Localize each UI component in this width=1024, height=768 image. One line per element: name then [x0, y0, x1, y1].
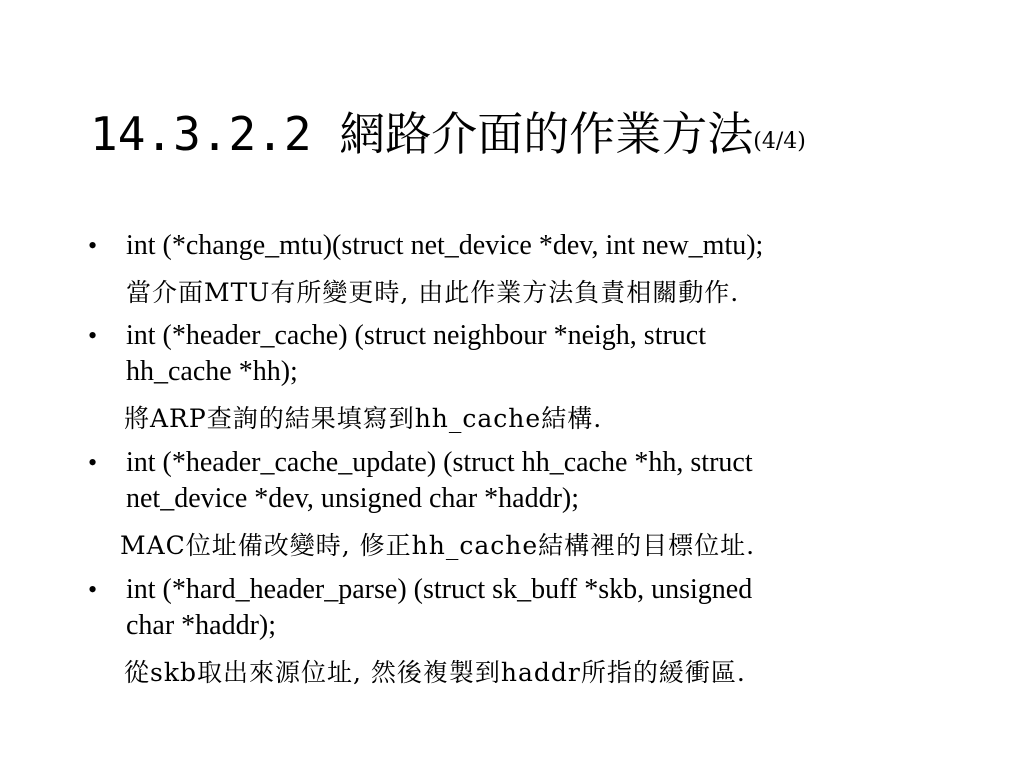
item-2-description: 將ARP查詢的結果填寫到hh_cache結構. — [124, 404, 603, 433]
item-2-code-line-1: int (*header_cache) (struct neighbour *neigh, struct — [126, 320, 707, 351]
title-main: 14.3.2.2 網路介面的作業方法 — [90, 107, 754, 161]
item-3-description: MAC位址備改變時, 修正hh_cache結構裡的目標位址. — [120, 531, 756, 560]
item-4-description: 從skb取出來源位址, 然後複製到haddr所指的緩衝區. — [124, 658, 746, 687]
bullet-marker: • — [88, 231, 98, 260]
item-3-code-line-2: net_device *dev, unsigned char *haddr); — [126, 483, 580, 514]
item-2-code-line-2: hh_cache *hh); — [126, 356, 298, 387]
bullet-marker: • — [88, 321, 98, 350]
item-1-code-line-1: int (*change_mtu)(struct net_device *dev, int new_mtu); — [126, 230, 764, 261]
slide-title — [90, 104, 806, 164]
item-1-description: 當介面MTU有所變更時, 由此作業方法負責相關動作. — [126, 278, 740, 307]
item-4-code-line-2: char *haddr); — [126, 610, 277, 641]
bullet-marker: • — [88, 448, 98, 477]
bullet-marker: • — [88, 575, 98, 604]
item-3-code-line-1: int (*header_cache_update) (struct hh_cache *hh, struct — [126, 447, 753, 478]
item-4-code-line-1: int (*hard_header_parse) (struct sk_buff *skb, unsigned — [126, 574, 753, 605]
title-page-indicator: (4/4) — [753, 129, 806, 154]
